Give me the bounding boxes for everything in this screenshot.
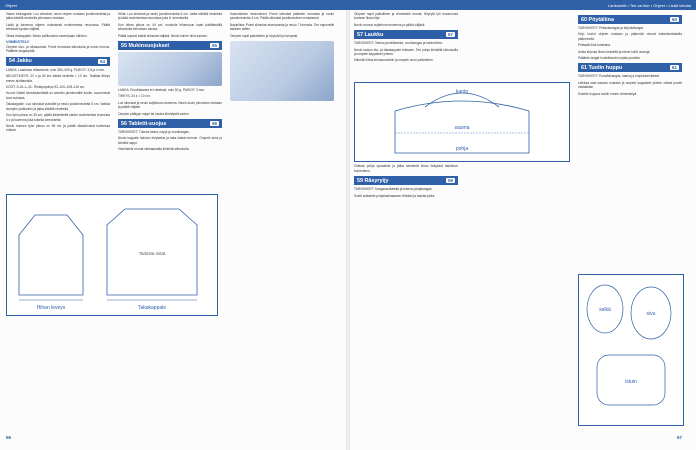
top-bar (0, 0, 696, 10)
paragraph: Ompele sivu- ja olkasaumat. Poimi reunoista silmukoita ja neulo reunus. Päättele langanpäät. (6, 45, 110, 54)
paragraph: Viimeistele reunat virkkaamalla kiinteitä silmukoita. (118, 147, 190, 152)
section-number: 61 (671, 65, 677, 71)
paragraph: Aloita kirjonta liinan keskeltä ja etene kohti reunoja. (578, 49, 651, 54)
chair-hood-diagram (578, 274, 684, 426)
paragraph: TIHEYS: 24 s = 10 cm. (118, 94, 151, 99)
page-gutter (346, 10, 350, 450)
paragraph: LANKA: Laadukas villasekoite, noin 350–400 g. PUIKOT: 3,5 ja 4 mm. (6, 67, 105, 72)
paragraph: TARVIKKEET: Vahva puuvillalanka, vuorikangas ja kantohihna. (354, 41, 443, 46)
paragraph: NEULETIHEYS: 22 s ja 30 krs sileää neuletta = 10 cm. Tarkista tiheys ennen aloittamista. (6, 74, 110, 83)
bag-handle (425, 93, 499, 107)
hood-label-c: istuin (625, 379, 637, 385)
paragraph: Päättele langat huolellisesti nurjalla puolella. (578, 56, 641, 61)
paragraph: Virkkaa pohja spiraalina ja jatka seinämiä ilman lisäyksiä haluttuun korkeuteen. (354, 164, 458, 173)
bag-label-top: kanto (455, 89, 469, 95)
section-header-55 (118, 41, 222, 50)
section-title: 59 Räsyryijy (357, 177, 389, 184)
section-header-54 (6, 57, 110, 66)
section-title: 60 Pöytäliina (581, 16, 614, 23)
section-number: 54 (99, 58, 105, 64)
page-number-left: 56 (6, 435, 12, 440)
paragraph: Kokeile huppua tuoliin ennen viimeistelyä. (578, 91, 638, 96)
top-bar-right: Lankanetti • Tee-se-itse • Ohjeet • Lisää ideoita (607, 2, 691, 8)
paragraph: Neulo kappale halutun levyiseksi ja taita kaksin kerroin. Ompele sivut ja kiinnitä nappi. (118, 136, 222, 145)
section-header-59 (354, 176, 458, 185)
section-header-57 (354, 30, 458, 39)
left-page (6, 12, 342, 442)
section-header-56 (118, 119, 222, 128)
mug-cozy-photo (118, 52, 222, 86)
section-title: 56 Tabletti-suojus (121, 120, 167, 127)
paragraph: Kirjo kuviot ohjeen mukaan ja päärmää reunat kaksinkertaisella päärmeellä. (578, 32, 682, 41)
paragraph: Neulo kunnes työn pituus on 56 cm ja päätä olkasilmukat kolmessa erässä. (6, 123, 110, 133)
paragraph: Solmi suikaleet pohjakankaaseen tiheään ja tasoita pinta. (354, 193, 435, 198)
paragraph: Neulo reunus suljettuna neuleena ja päätä väljästi. (354, 22, 426, 27)
top-bar-left: Ohjeet (5, 2, 17, 8)
diagram-label-right: Takakappale (137, 305, 167, 311)
diagram-note: Tarkista mitat (138, 251, 166, 256)
paragraph: Luo silmukat ja neulo suljettuna neuleena. Neulo kuvio piirroksen mukaan ja päätä väljästi. (118, 100, 222, 110)
paragraph: Leikkaa osat kaavan mukaan ja ompele kappaleet yhteen oikeat puolet vastakkain. (578, 80, 682, 90)
paragraph: TARVIKKEET: Pellavakangas ja kirjontalangat. (578, 26, 644, 30)
paragraph: Neulo laukun etu- ja takakappale erikseen. Tee pohja kiinteillä silmukoilla ja ompele kappaleet yhteen. (354, 47, 458, 57)
paragraph: Päätä lopuksi kaikki silmukat väljästi. Neulo toinen hiha samoin. (118, 33, 208, 38)
paragraph: Kaarrokkeen neulominen: Poimi silmukat pääntien reunasta ja neulo joustinneuletta 3 cm. Päätä silmukat joustinneuleen mukaisesti. (230, 12, 334, 21)
section-header-60 (578, 15, 682, 24)
right-page (354, 12, 690, 442)
left-column-1 (6, 12, 110, 135)
section-number: 56 (211, 121, 217, 127)
paragraph: Oikea etukappale: Neulo peilikuvana vasempaan nähden. (6, 33, 88, 38)
paragraph: Napinlista: Poimi silmukat etureunasta ja neulo 7 kerrosta. Tee napinreiät tasaisin välein. (230, 22, 334, 32)
left-column-2 (118, 12, 222, 154)
paragraph: Takakappale: Luo silmukat puikoille ja neulo joustinneuletta 5 cm. Vaihda isompiin puikkoihin ja jatka sileällä neuleella. (6, 102, 110, 111)
paragraph: Kun hihan pituus on 44 cm, muotoile hihansuun kaari päättämällä silmukoita kerroksen alussa. (118, 22, 222, 32)
right-column-3 (578, 12, 682, 98)
section-number: 55 (211, 43, 217, 49)
sleeve-shape (19, 215, 83, 295)
paragraph: Vasen etukappale: Luo silmukat, neulo ohjeen mukaan joustinneuletta ja jatka sileällä neuleella piirroksen mukaan. (6, 12, 110, 21)
paragraph: LANKA: Puuvillalanka eri väreissä, noin 50 g. PUIKOT: 3 mm. (118, 88, 205, 93)
paragraph: Ompele napit paikoilleen ja viimeistele reunat. Höyrytä työ muotoonsa kostean liinan läpi. (354, 12, 458, 21)
paragraph: TARVIKKEET: Puuvillakangas, kaava ja ompelutarvikkeet. (578, 74, 660, 79)
diagram-label-left: Hihan leveys (36, 305, 66, 311)
paragraph: Lisää ja kavenna ohjeen mukaisesti molemmissa reunoissa. Päätä silmukat lopuksi väljästi. (6, 22, 110, 32)
bag-diagram (354, 82, 570, 162)
paragraph: TARVIKKEET: Kangassuikaleita ja tukeva pohjakangas. (354, 187, 433, 192)
paragraph: Kiinnitä hihna sivusaumoihin ja ompele vuori paikoilleen. (354, 58, 434, 63)
paragraph: Hihat: Luo silmukat ja neulo joustinneuletta 6 cm. Jatka sileällä neuleella ja lisää molemmissa reunoissa joka 8. kerroksella. (118, 12, 222, 21)
section-title: 54 Jakku (9, 58, 32, 65)
bag-label-mid: sauma (454, 125, 470, 131)
knitting-diagram (6, 194, 218, 316)
paragraph: Prässää liina kosteana. (578, 43, 611, 48)
schematic-svg (7, 195, 217, 315)
bag-svg (355, 83, 569, 161)
paragraph: KOOT: S–M–L–XL. Rintaympärys 92–100–108–116 cm. (6, 85, 85, 90)
hood-svg (579, 275, 683, 425)
section-header-61 (578, 63, 682, 72)
section-title: 61 Tuolin huppu (581, 64, 623, 71)
section-title: 55 Mukinsuojukset (121, 42, 170, 49)
jacket-photo (230, 41, 334, 101)
section-title: 57 Laukku (357, 31, 384, 38)
paragraph: TARVIKKEET: Tukeva lanka, nappi ja vuorikangas. (118, 130, 190, 135)
subheading: VIIMEISTELY (6, 40, 30, 45)
left-column-3 (230, 12, 334, 104)
hood-label-b: sivu (646, 311, 656, 317)
paragraph: Kun työn pituus on 35 cm, päätä kädentieitä varten molemmista reunoista 4 s ja kavenna joka toisella kerroksella. (6, 113, 110, 122)
hood-label-a: selkä (599, 307, 611, 313)
paragraph: Ompele napit paikoilleen ja höyrytä työ kevyesti. (230, 33, 299, 38)
section-number: 57 (447, 32, 453, 38)
bag-label-bottom: pohja (455, 146, 469, 152)
page-number-right: 57 (676, 435, 682, 440)
section-number: 60 (671, 17, 677, 22)
paragraph: Huom! Kaikki silmukkamäärät on annettu pienimmälle koolle, suuremmat koot suluissa. (6, 91, 110, 100)
section-number: 59 (447, 178, 453, 184)
paragraph: Ompele päätyyn nappi tai nauha kiinnitystä varten. (118, 111, 190, 116)
